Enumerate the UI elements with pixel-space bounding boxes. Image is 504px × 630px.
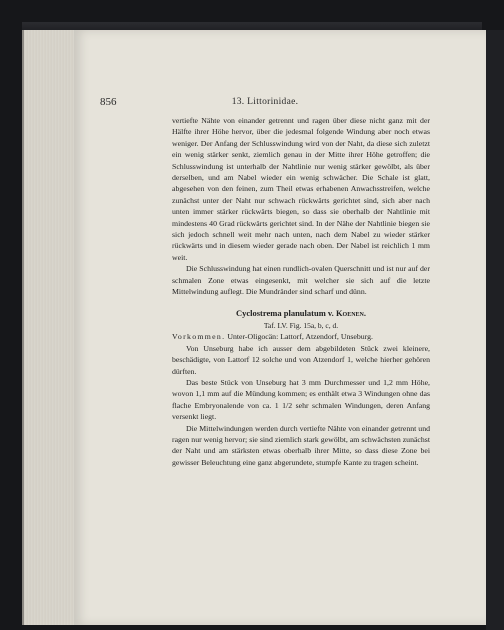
page-body: [172, 115, 430, 468]
paragraph-2: Die Schlusswindung hat einen rundlich-ovalen Querschnitt und ist nur auf der schmalen Zone etwas eingesenkt, mit welcher sie sich auf die letzte Mittelwindung auflegt. Die Mundränder sind scharf und dünn.: [172, 264, 430, 297]
occurrence-label: Vorkommen.: [172, 332, 226, 342]
running-head: 13. Littorinidae.: [231, 97, 299, 107]
page-number: 856: [100, 96, 117, 108]
paragraph-4: Das beste Stück von Unseburg hat 3 mm Durchmesser und 1,2 mm Höhe, wovon 1,1 mm auf die Mündung kommen; es enthält etwa 3 Windungen ohne das flache Embryonalende von ca. 1 1/2 sehr schmalen Windungen, deren Anfang versenkt liegt.: [172, 377, 430, 422]
occurrence-text: Unter-Oligocän: Lattorf, Atzendorf, Unseburg.: [227, 332, 373, 342]
paragraph-3: Von Unseburg habe ich ausser dem abgebildeten Stück zwei kleinere, beschädigte, von Lattorf 12 solche und von Atzendorf 1, welche hierher gehören dürften.: [172, 343, 430, 376]
page-stack: [22, 30, 76, 625]
plate-reference: Taf. LV. Fig. 15a, b, c, d.: [263, 320, 339, 330]
background-edge: [486, 30, 504, 630]
species-name: Cyclostrema planulatum v.: [235, 307, 334, 318]
paragraph-5: Die Mittelwindungen werden durch vertiefte Nähte von einander getrennt und ragen nur wenig hervor; sie sind ziemlich stark gewölbt, am schwächsten zunächst der Naht und am stärksten etwas oberhalb ihrer Mitte, so dass diese Zone bei gewisser Beleuchtung eine ganz abgerundete, stumpfe Kante zu tragen scheint.: [172, 423, 430, 467]
species-heading: [172, 308, 430, 319]
occurrence-line: [172, 331, 430, 342]
paragraph-1: vertiefte Nähte von einander getrennt und ragen über diese nicht ganz mit der Hälfte ihrer Höhe hervor, über die jedesmal folgende Windung aber noch etwas weniger. Der Anfang der Schlusswindung wird von der Naht, da diese sich zuletzt ein wenig stärker senkt, ziemlich genau in der Mitte ihrer Höhe getroffen; die Schlusswindung ist unterhalb der Nahtlinie nur wenig stärker gewölbt, als über derselben, und am Nabel wieder ein wenig schwächer. Die Schale ist glatt, abgesehen von den feinen, zum Theil etwas erhabenen Anwachsstreifen, welche zunächst unter der Naht nur schwach rückwärts gerichtet sind, sich aber nach unten immer stärker rückwärts biegen, so dass sie oberhalb der Nahtlinie mit mindestens 40 Grad rückwärts gerichtet sind. In der Nähe der Nahtlinie biegen sie sich jedoch schnell weit mehr nach unten, nach dem Nabel zu wieder stärker rückwärts und in diesem wieder gerade nach oben. Der Nabel ist reichlich 1 mm weit.: [172, 116, 430, 262]
species-author: Koenen.: [335, 307, 367, 318]
